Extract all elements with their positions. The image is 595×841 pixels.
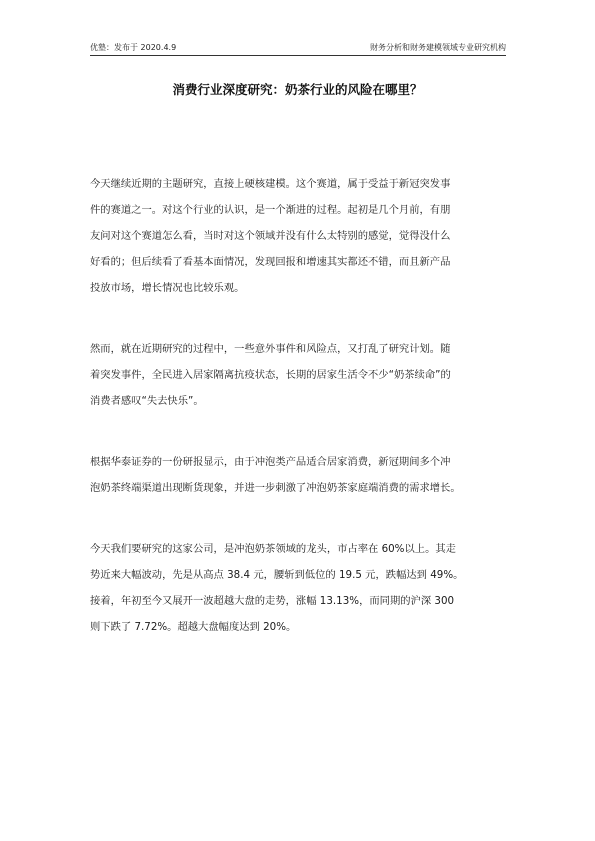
- text-line: 接着，年初至今又展开一波超越大盘的走势，涨幅 13.13%，而同期的沪深 300: [90, 595, 455, 607]
- text-line: 友问对这个赛道怎么看，当时对这个领域并没有什么太特别的感觉，觉得没什么: [90, 230, 451, 242]
- text-line: 投放市场，增长情况也比较乐观。: [90, 282, 245, 294]
- text-line: 今天我们要研究的这家公司，是冲泡奶茶领域的龙头，市占率在 60%以上。其走: [90, 543, 456, 555]
- page-header: [90, 40, 506, 56]
- text-line: 好看的；但后续看了看基本面情况，发现回报和增速其实都还不错，而且新产品: [90, 256, 451, 268]
- text-line: 件的赛道之一。对这个行业的认识，是一个渐进的过程。起初是几个月前，有朋: [90, 204, 451, 216]
- text-line: 然而，就在近期研究的过程中，一些意外事件和风险点，又打乱了研究计划。随: [90, 343, 451, 355]
- text-line: 消费者感叹“失去快乐”。: [90, 395, 204, 407]
- paragraph-intro: [90, 171, 508, 301]
- text-line: 着突发事件，全民进入居家隔离抗疫状态，长期的居家生活令不少“奶茶续命”的: [90, 369, 451, 381]
- text-line: 根据华泰证券的一份研报显示，由于冲泡类产品适合居家消费，新冠期间多个冲: [90, 456, 451, 468]
- text-line: 势近来大幅波动，先是从高点 38.4 元，腰斩到低位的 19.5 元，跌幅达到 49%。: [90, 569, 464, 581]
- document-body: [90, 171, 508, 675]
- paragraph-company: [90, 536, 508, 640]
- document-title: 消费行业深度研究：奶茶行业的风险在哪里？: [172, 82, 423, 97]
- paragraph-risk: [90, 336, 508, 414]
- text-line: 泡奶茶终端渠道出现断货现象，并进一步刺激了冲泡奶茶家庭端消费的需求增长。: [90, 482, 461, 494]
- text-line: 则下跌了 7.72%。超越大盘幅度达到 20%。: [90, 621, 297, 633]
- paragraph-research-report: [90, 449, 508, 501]
- header-publish-info: 优塾：发布于 2020.4.9: [90, 43, 177, 52]
- header-organization: 财务分析和财务建模领域专业研究机构: [370, 43, 506, 52]
- text-line: 今天继续近期的主题研究，直接上硬核建模。这个赛道，属于受益于新冠突发事: [90, 178, 451, 190]
